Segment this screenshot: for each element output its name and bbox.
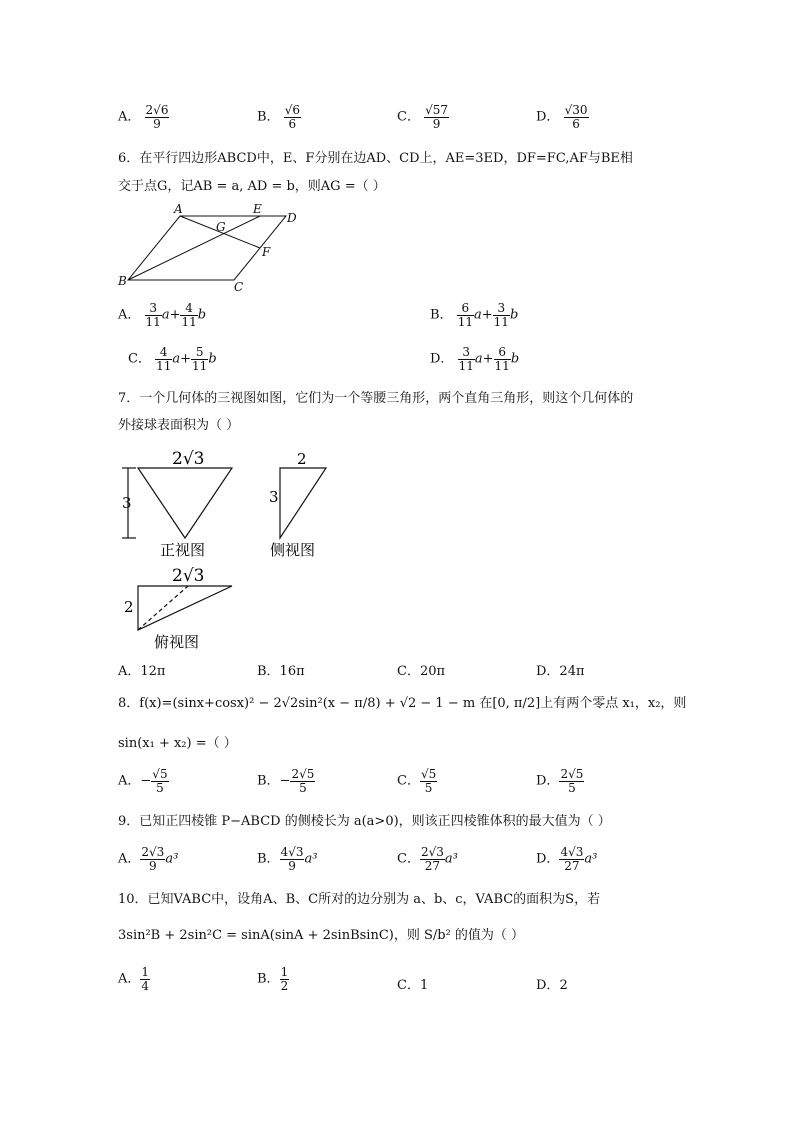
q6-stem-line1: 6．在平行四边形ABCD中，E、F分别在边AD、CD上，AE=3ED，DF=FC,AF与BE相 [118,151,633,166]
top-view-width: 2 [124,598,134,616]
q7-option-a[interactable]: A．12π [118,664,166,679]
q6-option-d[interactable]: D． $\frac{3}{11}$ a+ $\frac{6}{11}$ b [430,345,520,373]
label-c: C [234,280,244,292]
q6-option-c[interactable]: C． $\frac{4}{11}$ a+ $\frac{5}{11}$ b [128,345,217,373]
q9-option-d[interactable]: D． $\frac{4√3}{27}$ a³ [536,845,598,873]
side-view-height: 3 [269,488,279,506]
q10-option-b[interactable]: B． $\frac{1}{2}$ [257,965,289,993]
q5-option-a[interactable]: A． $\frac{2√6}{9}$ [118,103,169,131]
q8-option-c[interactable]: C． $\frac{√5}{5}$ [397,767,437,795]
q10-stem-line1: 10．已知VABC中，设角A、B、C所对的边分别为 a、b、c，VABC的面积为S，若 [118,892,601,907]
front-view-height: 3 [122,494,132,512]
top-view-top-length: 2√3 [172,566,205,586]
q5-option-b[interactable]: B． $\frac{√6}{6}$ [257,103,300,131]
top-view-caption: 俯视图 [154,633,200,651]
q10-stem-line2: 3sin²B + 2sin²C = sinA(sinA + 2sinBsinC)，则 S/b² 的值为（ ） [118,928,525,943]
label-e: E [253,202,262,216]
front-view-top-length: 2√3 [172,449,205,469]
label-d: D [287,211,297,225]
top-view [138,586,232,630]
front-view-caption: 正视图 [160,541,206,559]
q10-option-c[interactable]: C．1 [397,978,429,993]
q6-option-a[interactable]: A． $\frac{3}{11}$ a+ $\frac{4}{11}$ b [118,301,207,329]
side-view-top-length: 2 [297,450,307,468]
q8-option-b[interactable]: B．− $\frac{2√5}{5}$ [257,767,315,795]
q8-option-d[interactable]: D． $\frac{2√5}{5}$ [536,767,584,795]
label-g: G [216,220,226,234]
label-b: B [118,274,127,288]
label-a: A [174,202,183,216]
q7-stem-line1: 7．一个几何体的三视图如图，它们为一个等腰三角形，两个直角三角形，则这个几何体的 [118,391,634,406]
front-view [122,468,232,538]
q8-stem-line1: 8．f(x)=(sinx+cosx)² − 2√2sin²(x − π/8) + √2 − 1 − m 在[0, π/2]上有两个零点 x₁，x₂，则 [118,696,687,711]
q8-option-a[interactable]: A．− $\frac{√5}{5}$ [118,767,168,795]
q10-option-d[interactable]: D．2 [536,978,568,993]
q8-stem-line2: sin(x₁ + x₂) =（ ） [118,736,237,751]
q9-stem: 9．已知正四棱锥 P−ABCD 的侧棱长为 a(a>0)，则该正四棱锥体积的最大值为（ ） [118,814,611,829]
q6-parallelogram-figure [114,200,314,292]
q7-stem-line2: 外接球表面积为（ ） [118,418,240,433]
q9-option-b[interactable]: B． $\frac{4√3}{9}$ a³ [257,845,318,873]
q6-stem-line2: 交于点G，记AB = a, AD = b，则AG =（ ） [118,179,386,194]
q7-option-b[interactable]: B．16π [257,664,305,679]
q10-option-a[interactable]: A． $\frac{1}{4}$ [118,965,150,993]
q7-option-d[interactable]: D．24π [536,664,585,679]
q7-three-views-figure [114,442,344,654]
q7-option-c[interactable]: C．20π [397,664,446,679]
q9-option-c[interactable]: C． $\frac{2√3}{27}$ a³ [397,845,458,873]
side-view [280,468,326,538]
segment-be [128,216,260,280]
side-view-caption: 侧视图 [270,541,316,559]
q5-option-d[interactable]: D． $\frac{√30}{6}$ [536,103,588,131]
q5-option-c[interactable]: C． $\frac{√57}{9}$ [397,103,449,131]
label-f: F [262,245,271,259]
q9-option-a[interactable]: A． $\frac{2√3}{9}$ a³ [118,845,179,873]
q6-option-b[interactable]: B． $\frac{6}{11}$ a+ $\frac{3}{11}$ b [430,301,519,329]
